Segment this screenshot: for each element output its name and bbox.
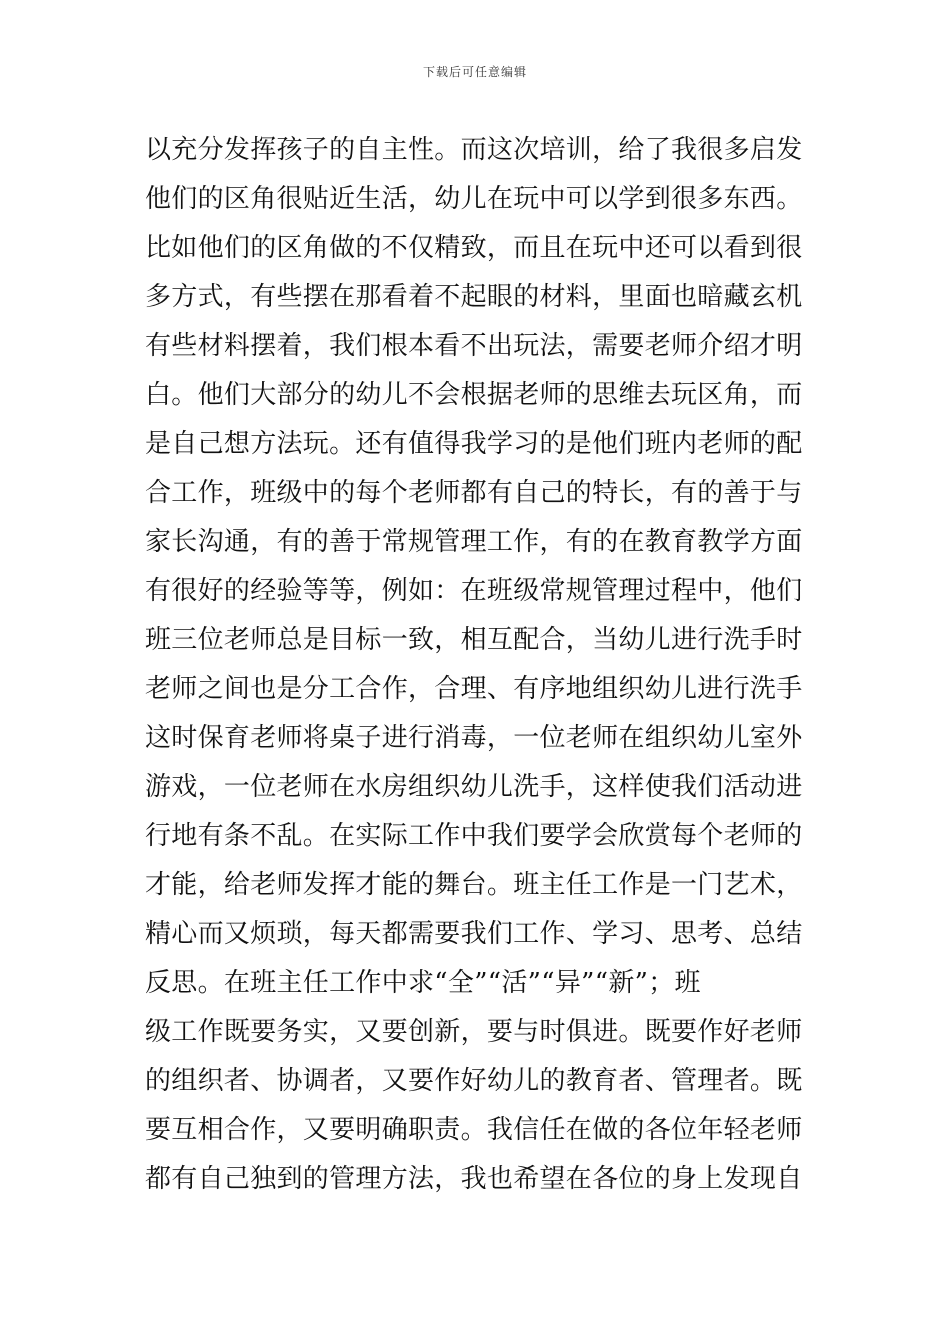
text-line: 班三位老师总是目标一致，相互配合，当幼儿进行洗手时 xyxy=(145,625,803,655)
text-line: 以充分发挥孩子的自主性。而这次培训，给了我很多启发 xyxy=(145,135,803,165)
text-line: 反思。在班主任工作中求“全”“活”“异”“新”；班 xyxy=(145,968,701,998)
text-line: 合工作，班级中的每个老师都有自己的特长，有的善于与 xyxy=(145,478,803,508)
text-line: 的组织者、协调者，又要作好幼儿的教育者、管理者。既 xyxy=(145,1066,803,1096)
text-line: 精心而又烦琐，每天都需要我们工作、学习、思考、总结 xyxy=(145,919,803,949)
text-line: 有很好的经验等等，例如：在班级常规管理过程中，他们 xyxy=(145,576,803,606)
text-line: 才能，给老师发挥才能的舞台。班主任工作是一门艺术， xyxy=(145,870,803,900)
text-line: 他们的区角很贴近生活，幼儿在玩中可以学到很多东西。 xyxy=(145,184,803,214)
text-line: 老师之间也是分工合作，合理、有序地组织幼儿进行洗手 xyxy=(145,674,803,704)
body-text xyxy=(145,126,815,1204)
text-line: 游戏，一位老师在水房组织幼儿洗手，这样使我们活动进 xyxy=(145,772,803,802)
text-line: 家长沟通，有的善于常规管理工作，有的在教育教学方面 xyxy=(145,527,803,557)
text-line: 都有自己独到的管理方法，我也希望在各位的身上发现自 xyxy=(145,1164,803,1194)
text-line: 这时保育老师将桌子进行消毒，一位老师在组织幼儿室外 xyxy=(145,723,803,753)
text-line: 有些材料摆着，我们根本看不出玩法，需要老师介绍才明 xyxy=(145,331,803,361)
text-line: 是自己想方法玩。还有值得我学习的是他们班内老师的配 xyxy=(145,429,803,459)
page-header-note: 下载后可任意编辑 xyxy=(422,65,527,79)
text-line: 行地有条不乱。在实际工作中我们要学会欣赏每个老师的 xyxy=(145,821,803,851)
text-line: 要互相合作，又要明确职责。我信任在做的各位年轻老师 xyxy=(145,1115,803,1145)
text-line: 比如他们的区角做的不仅精致，而且在玩中还可以看到很 xyxy=(145,233,803,263)
text-line: 白。他们大部分的幼儿不会根据老师的思维去玩区角，而 xyxy=(145,380,803,410)
text-line: 多方式，有些摆在那看着不起眼的材料，里面也暗藏玄机 xyxy=(145,282,803,312)
text-line: 级工作既要务实，又要创新，要与时俱进。既要作好老师 xyxy=(145,1017,803,1047)
